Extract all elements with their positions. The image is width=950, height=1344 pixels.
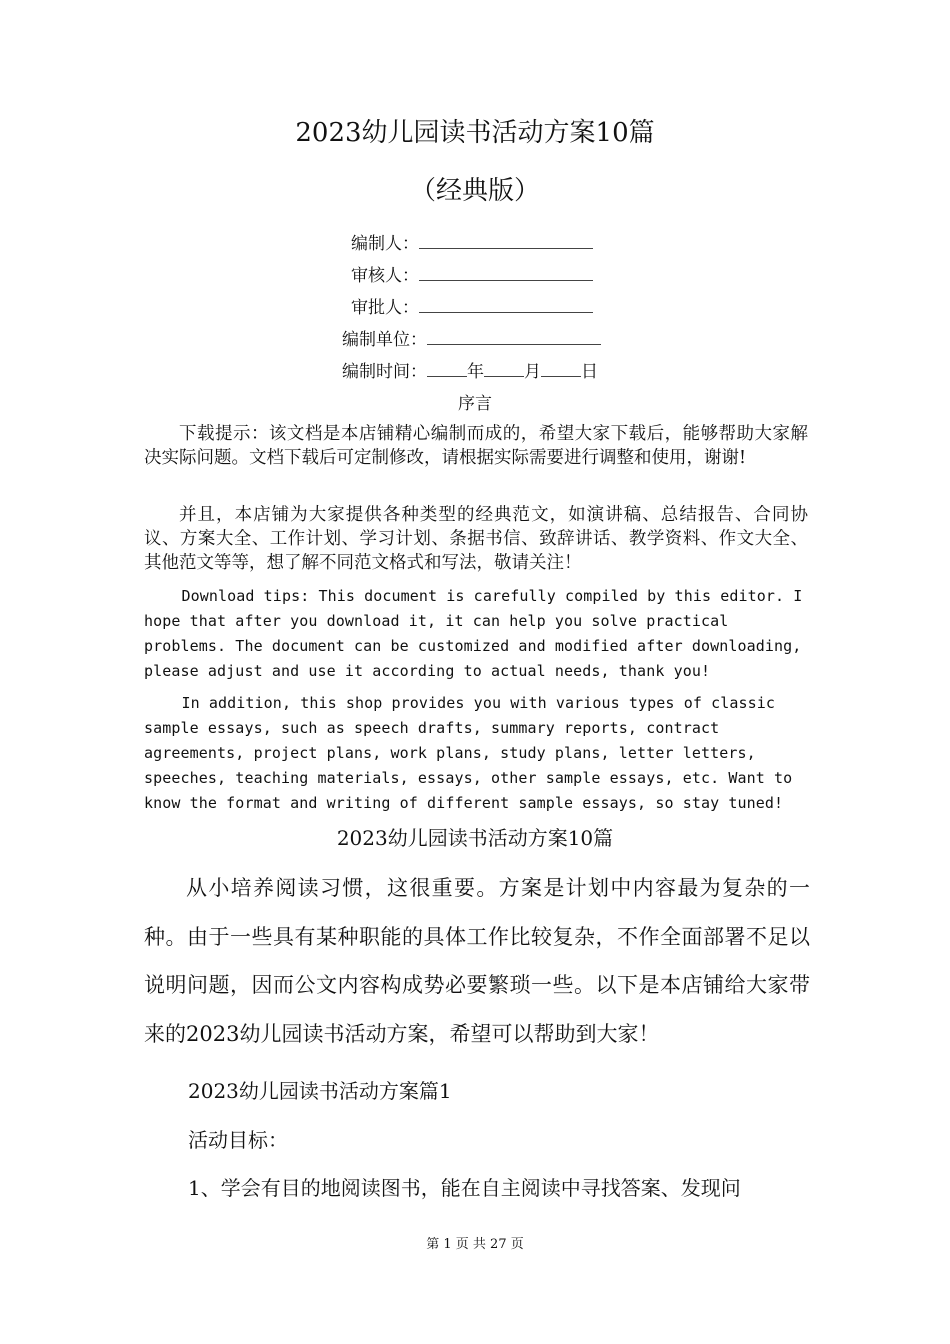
reviewer-label: 审核人： [351, 266, 419, 286]
document-subtitle: （经典版） [409, 176, 540, 206]
section-title: 2023幼儿园读书活动方案10篇 [336, 826, 614, 850]
document-title: 2023幼儿园读书活动方案10篇 [295, 118, 655, 148]
unit-label: 编制单位： [342, 330, 427, 350]
day-label: 日 [581, 362, 598, 382]
date-label: 编制时间： [342, 362, 427, 382]
reviewer-field [351, 261, 593, 286]
editor-label: 编制人： [351, 234, 419, 254]
approver-blank [419, 296, 593, 313]
preface-paragraph-cn-2: 并且，本店铺为大家提供各种类型的经典范文，如演讲稿、总结报告、合同协议、方案大全、工作计划、学习计划、条据书信、致辞讲话、教学资料、作文大全、其他范文等等，想了解不同范文格式和写法，敬请关注！ [144, 505, 808, 573]
preface-paragraph-en-1: Download tips: This document is carefully compiled by this editor. I hope that after you download it, it can help you solve practical problems. The document can be customized and modified after downloading, please adjust and use it according to actual needs, thank you! [144, 587, 803, 680]
goal-item-1: 1、学会有目的地阅读图书，能在自主阅读中寻找答案、发现问 [188, 1176, 741, 1200]
goal-label: 活动目标： [188, 1128, 288, 1152]
intro-paragraph: 从小培养阅读习惯，这很重要。方案是计划中内容最为复杂的一种。由于一些具有某种职能的具体工作比较复杂，不作全面部署不足以说明问题，因而公文内容构成势必要繁琐一些。以下是本店铺给大家带来的2023幼儿园读书活动方案，希望可以帮助到大家！ [144, 876, 810, 1046]
preface-paragraph-en-2: In addition, this shop provides you with various types of classic sample essays, such as speech drafts, summary reports, contract agreements, project plans, work plans, study plans, letter letters, speeches, teaching materials, essays, other sample essays, etc. Want to know the format and writing of different sample essays, so stay tuned! [144, 694, 793, 812]
day-blank [541, 360, 581, 377]
approver-field [351, 293, 593, 318]
year-label: 年 [467, 362, 484, 382]
reviewer-blank [419, 264, 593, 281]
page-footer: 第 1 页 共 27 页 [426, 1237, 524, 1252]
month-label: 月 [524, 362, 541, 382]
editor-blank [419, 232, 593, 249]
part-title: 2023幼儿园读书活动方案篇1 [188, 1079, 452, 1103]
editor-field [351, 229, 593, 254]
month-blank [484, 360, 524, 377]
date-field [342, 357, 598, 382]
preface-heading: 序言 [458, 394, 492, 414]
preface-paragraph-cn-1: 下载提示：该文档是本店铺精心编制而成的，希望大家下载后，能够帮助大家解决实际问题。文档下载后可定制修改，请根据实际需要进行调整和使用，谢谢! [144, 424, 808, 468]
approver-label: 审批人： [351, 298, 419, 318]
year-blank [427, 360, 467, 377]
unit-field [342, 325, 601, 350]
unit-blank [427, 328, 601, 345]
